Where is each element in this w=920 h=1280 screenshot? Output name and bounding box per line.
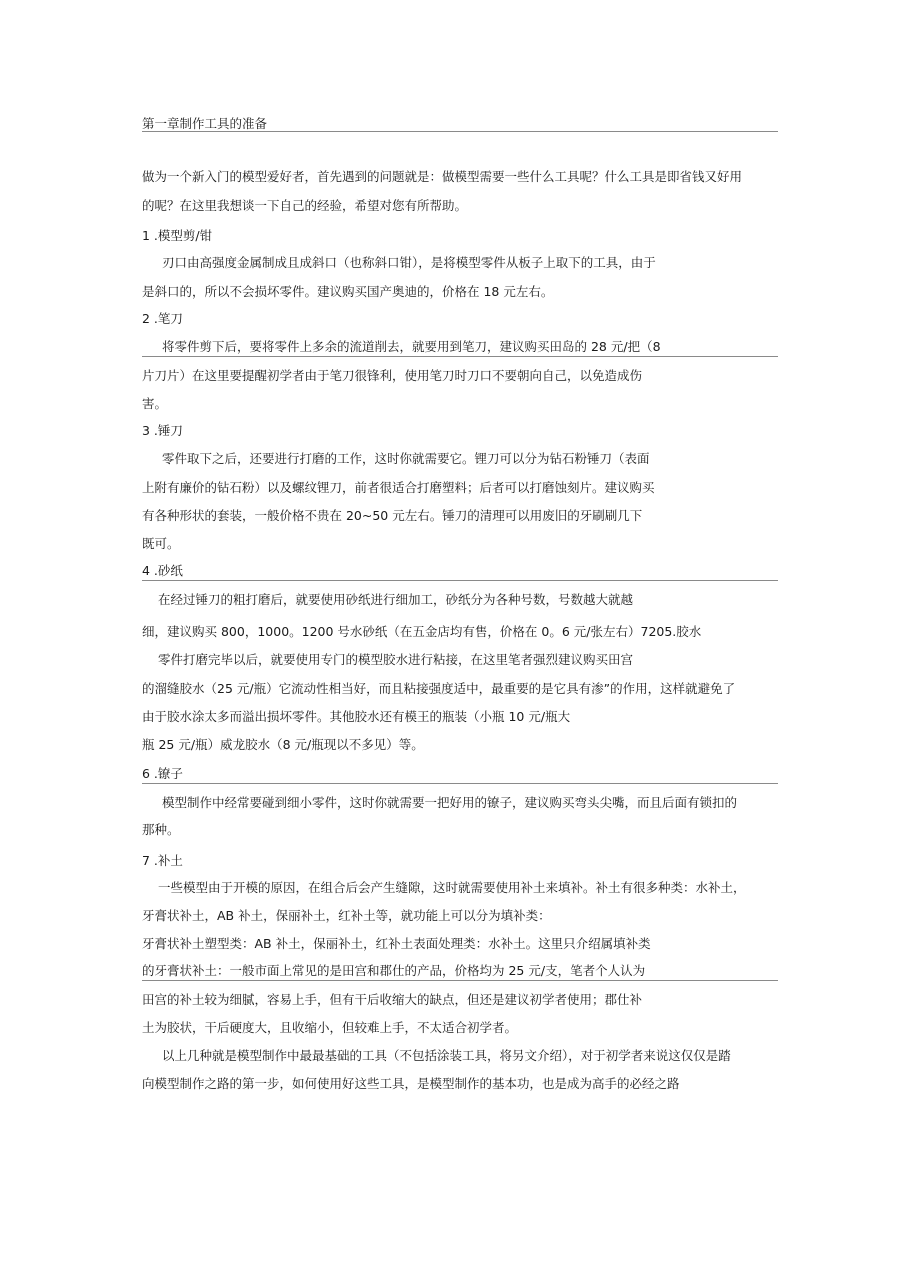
page-rule bbox=[142, 580, 778, 581]
page-rule bbox=[142, 783, 778, 784]
section-4-line-6: 瓶 25 元/瓶）威龙胶水（8 元/瓶现以不多见）等。 bbox=[142, 737, 424, 752]
section-4-line-1: 在经过锤刀的粗打磨后，就要使用砂纸进行细加工，砂纸分为各种号数，号数越大就越 bbox=[158, 592, 634, 607]
section-3-line-3: 有各种形状的套装，一般价格不贵在 20~50 元左右。锤刀的清理可以用废旧的牙刷刷几下 bbox=[142, 508, 643, 523]
section-4-line-4: 的溜缝胶水（25 元/瓶）它流动性相当好，而且粘接强度适中，最重要的是它具有渗”的作用，这样就避免了 bbox=[142, 681, 736, 696]
section-7-line-1: 一些模型由于开模的原因，在组合后会产生缝隙，这时就需要使用补土来填补。补土有很多种类：水补土， bbox=[158, 880, 746, 895]
section-1-line-1: 刃口由高强度金属制成且成斜口（也称斜口钳），是将模型零件从板子上取下的工具，由于 bbox=[162, 255, 656, 270]
section-1-heading: 1 .模型剪/钳 bbox=[142, 228, 213, 243]
section-2-line-3: 害。 bbox=[142, 396, 168, 411]
section-6-line-1: 模型制作中经常要碰到细小零件，这时你就需要一把好用的镣子，建议购买弯头尖嘴，而且后面有锁扣的 bbox=[162, 795, 738, 810]
header-rule bbox=[142, 131, 778, 132]
section-2-line-2: 片刀片）在这里要提醒初学者由于笔刀很锋利，使用笔刀时刀口不要朝向自己，以免造成伤 bbox=[142, 368, 643, 383]
intro-line-1: 做为一个新入门的模型爱好者，首先遇到的问题就是：做模型需要一些什么工具呢？什么工具是即省钱又好用 bbox=[142, 169, 743, 184]
section-7-line-2: 牙膏状补土，AB 补土，保丽补土，红补土等，就功能上可以分为填补类： bbox=[142, 908, 551, 923]
section-3-heading: 3 .锤刀 bbox=[142, 423, 183, 438]
section-7-heading: 7 .补土 bbox=[142, 853, 183, 868]
section-3-line-4: 既可。 bbox=[142, 536, 180, 551]
section-6-heading: 6 .镣子 bbox=[142, 766, 183, 781]
section-3-line-1: 零件取下之后，还要进行打磨的工作，这时你就需要它。锂刀可以分为钻石粉锤刀（表面 bbox=[162, 451, 650, 466]
section-7-line-5: 田宫的补土较为细腻，容易上手，但有干后收缩大的缺点，但还是建议初学者使用；郡仕补 bbox=[142, 992, 643, 1007]
section-4-line-5: 由于胶水涂太多而溢出损坏零件。其他胶水还有模王的瓶装（小瓶 10 元/瓶大 bbox=[142, 709, 571, 724]
page-rule bbox=[142, 356, 778, 357]
intro-line-2: 的呢？在这里我想谈一下自己的经验，希望对您有所帮助。 bbox=[142, 198, 468, 213]
section-7-line-3: 牙膏状补土塑型类：AB 补土，保丽补土，红补土表面处理类：水补土。这里只介绍属填补类 bbox=[142, 936, 651, 951]
section-4-heading: 4 .砂纸 bbox=[142, 563, 183, 578]
chapter-title: 第一章制作工具的准备 bbox=[142, 116, 268, 131]
outro-line-2: 向模型制作之路的第一步，如何使用好这些工具，是模型制作的基本功，也是成为高手的必经之路 bbox=[142, 1076, 680, 1091]
section-7-line-6: 土为胶状，干后硬度大，且收缩小，但较难上手，不太适合初学者。 bbox=[142, 1020, 518, 1035]
section-4-line-2: 细，建议购买 800，1000。1200 号水砂纸（在五金店均有售，价格在 0。6 元/张左右）7205.胶水 bbox=[142, 624, 702, 639]
section-4-line-3: 零件打磨完毕以后，就要使用专门的模型胶水进行粘接，在这里笔者强烈建议购买田宫 bbox=[158, 652, 634, 667]
page-rule bbox=[142, 980, 778, 981]
section-2-line-1: 将零件剪下后，要将零件上多余的流道削去，就要用到笔刀，建议购买田岛的 28 元/把（8 bbox=[162, 339, 661, 354]
section-6-line-2: 那种。 bbox=[142, 822, 180, 837]
outro-line-1: 以上几种就是模型制作中最最基础的工具（不包括涂装工具，将另文介绍），对于初学者来说这仅仅是踏 bbox=[162, 1048, 731, 1063]
section-2-heading: 2 .笔刀 bbox=[142, 311, 183, 326]
section-7-line-4: 的牙膏状补土：一般市面上常见的是田宫和郡仕的产品，价格均为 25 元/支，笔者个人认为 bbox=[142, 963, 646, 978]
section-3-line-2: 上附有廉价的钻石粉）以及螺纹锂刀，前者很适合打磨塑料；后者可以打磨蚀刻片。建议购买 bbox=[142, 480, 655, 495]
section-1-line-2: 是斜口的，所以不会损坏零件。建议购买国产奥迪的，价格在 18 元左右。 bbox=[142, 284, 554, 299]
